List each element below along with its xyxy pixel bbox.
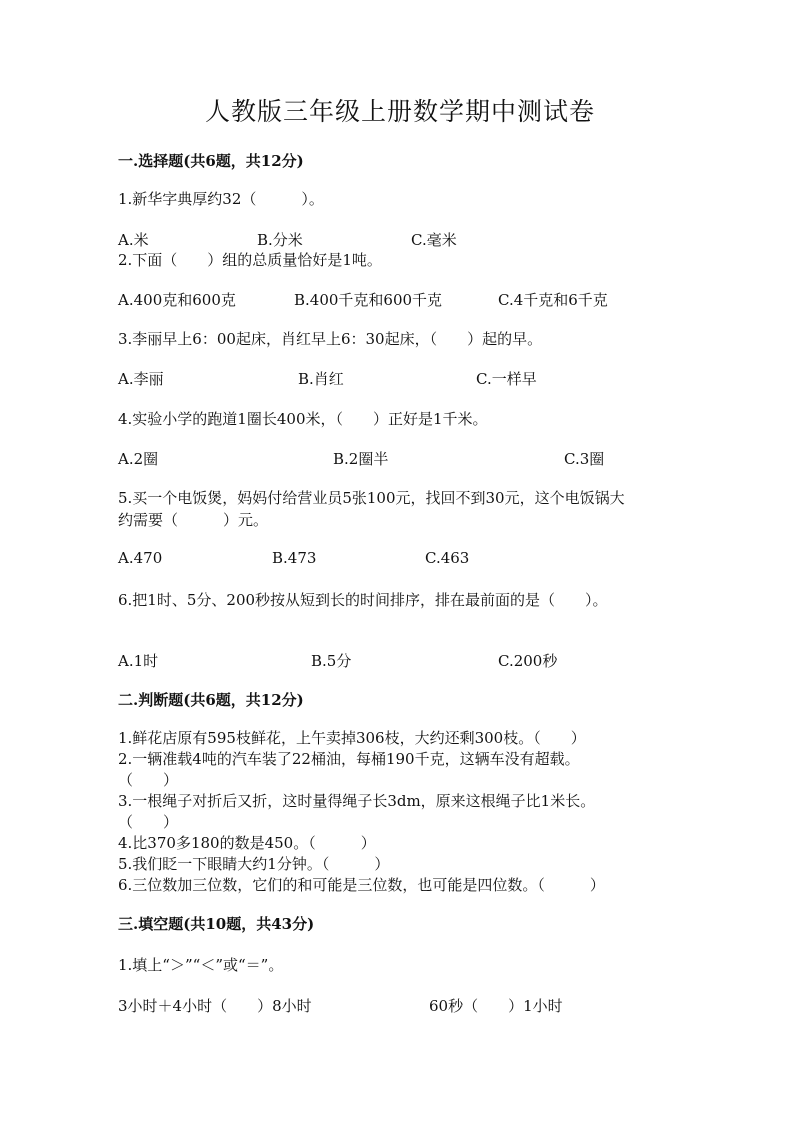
judgment-item: 2.一辆准载4吨的汽车装了22桶油，每桶190千克，这辆车没有超载。 xyxy=(118,750,580,768)
fill-blank-item: 3小时＋4小时（ ）8小时 xyxy=(118,997,312,1015)
judgment-item-continued: （ ） xyxy=(118,813,179,831)
option-b: B.5分 xyxy=(311,652,352,670)
question-text: 2.下面（ ）组的总质量恰好是1吨。 xyxy=(118,251,382,269)
option-a: A.470 xyxy=(118,549,163,567)
fill-blank-question: 1.填上“＞”“＜”或“＝”。 xyxy=(118,956,284,974)
option-b: B.473 xyxy=(272,549,317,567)
page-title: 人教版三年级上册数学期中测试卷 xyxy=(204,97,595,126)
question-text: 3.李丽早上6：00起床，肖红早上6：30起床，（ ）起的早。 xyxy=(118,330,543,348)
option-c: C.一样早 xyxy=(476,370,537,388)
question-text: 5.买一个电饭煲，妈妈付给营业员5张100元，找回不到30元，这个电饭锅大 xyxy=(118,489,625,507)
option-a: A.米 xyxy=(118,231,149,249)
option-a: A.李丽 xyxy=(118,370,164,388)
option-c: C.200秒 xyxy=(498,652,558,670)
option-c: C.463 xyxy=(425,549,470,567)
option-b: B.2圈半 xyxy=(333,450,389,468)
section-heading-choice: 一.选择题(共6题，共12分) xyxy=(118,152,304,170)
option-b: B.400千克和600千克 xyxy=(294,291,443,309)
question-text: 1.新华字典厚约32（ ）。 xyxy=(118,190,324,208)
question-text: 4.实验小学的跑道1圈长400米，（ ）正好是1千米。 xyxy=(118,410,488,428)
judgment-item: 6.三位数加三位数，它们的和可能是三位数，也可能是四位数。（ ） xyxy=(118,876,605,894)
question-text: 6.把1时、5分、200秒按从短到长的时间排序，排在最前面的是（ ）。 xyxy=(118,591,608,609)
option-c: C.毫米 xyxy=(411,231,457,249)
section-heading-judgment: 二.判断题(共6题，共12分) xyxy=(118,691,304,709)
option-a: A.1时 xyxy=(118,652,159,670)
option-a: A.2圈 xyxy=(118,450,159,468)
option-b: B.分米 xyxy=(257,231,303,249)
judgment-item: 5.我们眨一下眼睛大约1分钟。（ ） xyxy=(118,855,390,873)
judgment-item: 3.一根绳子对折后又折，这时量得绳子长3dm，原来这根绳子比1米长。 xyxy=(118,792,596,810)
question-text-continued: 约需要（ ）元。 xyxy=(118,511,269,529)
section-heading-fill-blank: 三.填空题(共10题，共43分) xyxy=(118,915,315,933)
fill-blank-item: 60秒（ ）1小时 xyxy=(429,997,563,1015)
option-a: A.400克和600克 xyxy=(118,291,236,309)
option-c: C.4千克和6千克 xyxy=(498,291,608,309)
judgment-item: 1.鲜花店原有595枝鲜花，上午卖掉306枝，大约还剩300枝。（ ） xyxy=(118,729,586,747)
judgment-item-continued: （ ） xyxy=(118,771,179,789)
judgment-item: 4.比370多180的数是450。（ ） xyxy=(118,834,376,852)
option-b: B.肖红 xyxy=(298,370,344,388)
option-c: C.3圈 xyxy=(564,450,605,468)
